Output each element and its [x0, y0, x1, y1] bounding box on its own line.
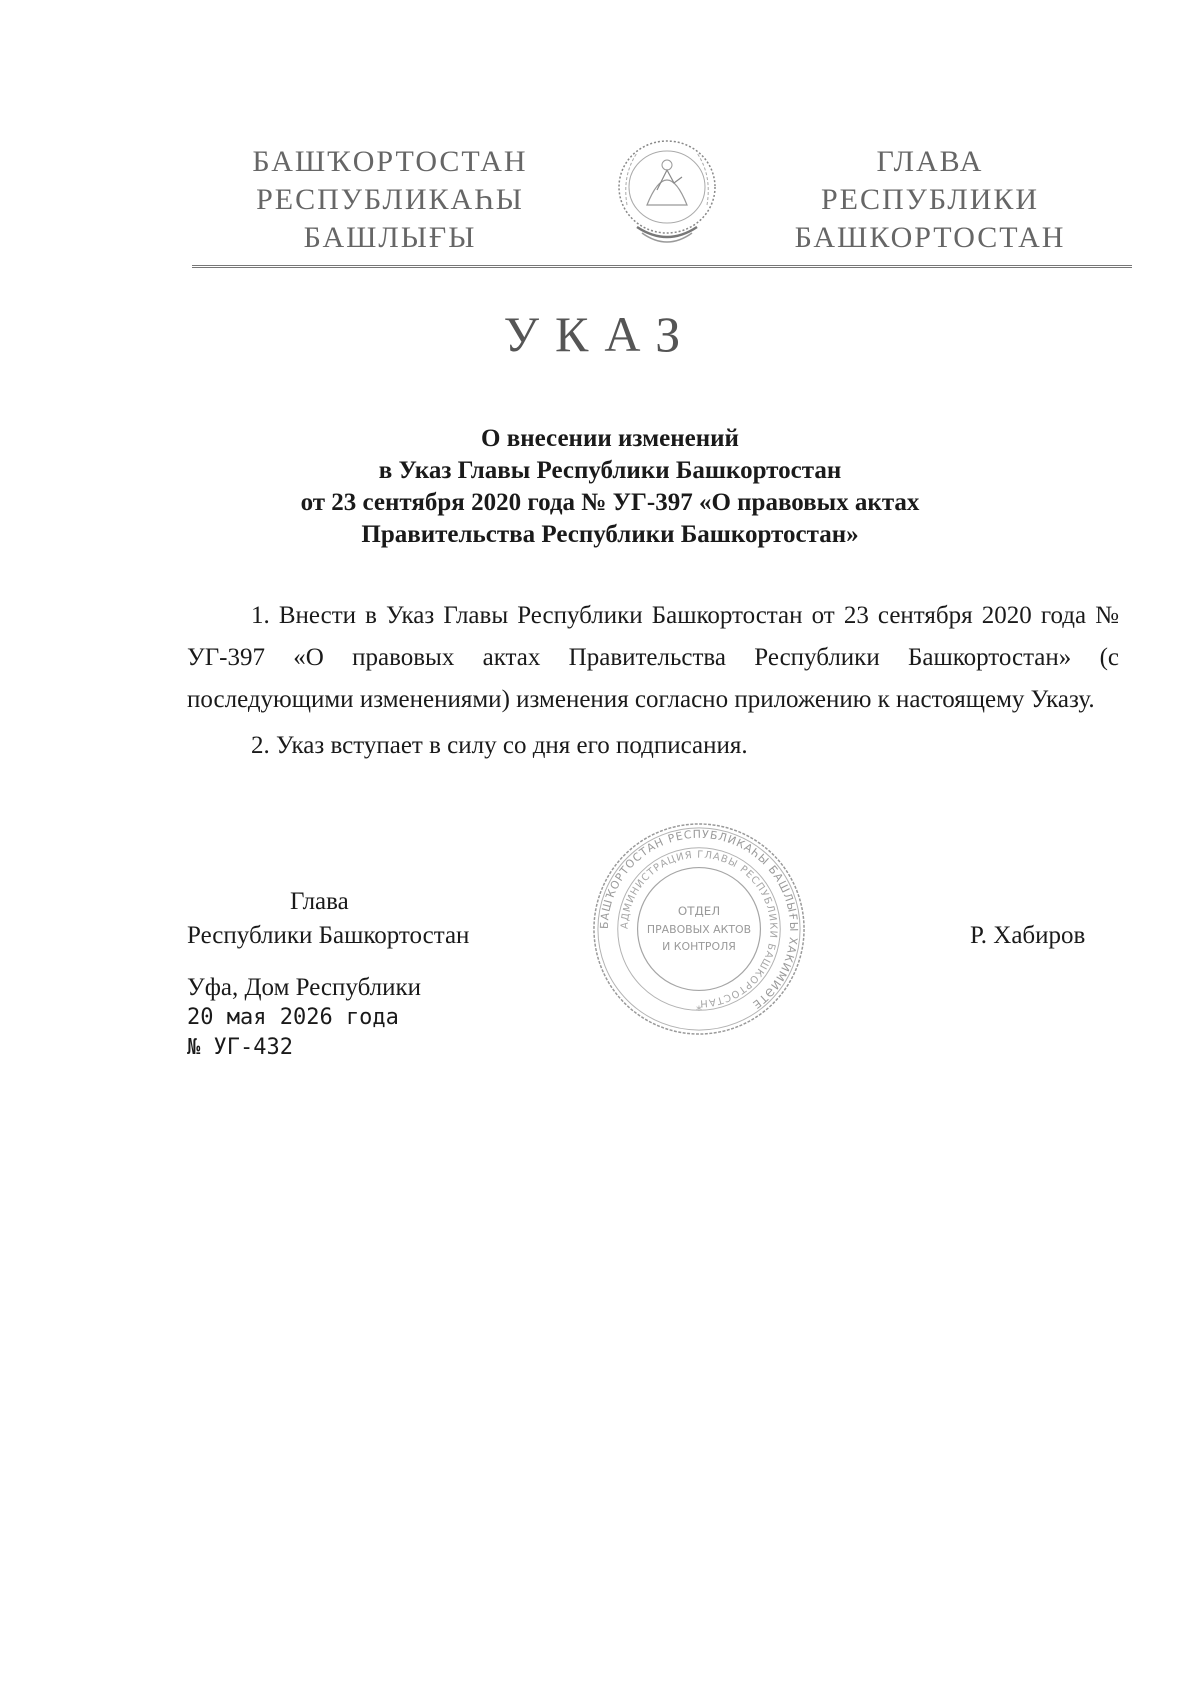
header-divider — [192, 265, 1132, 268]
header-left-line: БАШЛЫҒЫ — [303, 221, 477, 254]
header-russian-title — [780, 143, 1080, 257]
issue-place: Уфа, Дом Республики — [187, 974, 422, 1001]
subject-line: Правительства Республики Башкортостан» — [361, 521, 859, 548]
decree-subject — [200, 423, 1020, 551]
body-paragraph: 1. Внести в Указ Главы Республики Башкортостан от 23 сентября 2020 года № УГ-397 «О правовых актах Правительства Республики Башкортостан» (с последующими изменениями) изменения согласно приложению к настоящему Указу. — [187, 602, 1119, 713]
subject-line: в Указ Главы Республики Башкортостан — [378, 457, 842, 484]
stamp-inner-ring-text: АДМИНИСТРАЦИЯ ГЛАВЫ РЕСПУБЛИКИ БАШКОРТОСТАН — [619, 849, 779, 1009]
signatory-position-line: Республики Башкортостан — [187, 922, 470, 949]
signatory-position-line: Глава — [290, 888, 349, 915]
stamp-center-line: ПРАВОВЫХ АКТОВ — [646, 922, 752, 936]
header-right-line: РЕСПУБЛИКИ — [820, 183, 1040, 216]
issue-number: № УГ-432 — [187, 1035, 293, 1060]
subject-line: от 23 сентября 2020 года № УГ-397 «О правовых актах — [300, 489, 920, 516]
header-right-line: БАШКОРТОСТАН — [794, 221, 1066, 254]
signatory-name: Р. Хабиров — [970, 922, 1086, 949]
decree-body — [187, 595, 1119, 767]
header-left-line: БАШҠОРТОСТАН — [252, 145, 528, 178]
header-left-line: РЕСПУБЛИКАҺЫ — [256, 183, 524, 216]
svg-text:*: * — [696, 1003, 702, 1018]
stamp-outer-ring-text: БАШҠОРТОСТАН РЕСПУБЛИКАҺЫ БАШЛЫҒЫ ХАКИМИӘТЕ — [597, 827, 801, 1012]
header-right-line: ГЛАВА — [876, 145, 984, 178]
subject-line: О внесении изменений — [481, 425, 739, 452]
official-stamp — [590, 820, 808, 1038]
stamp-center-line: ОТДЕЛ — [677, 904, 721, 919]
header-bashkir-title — [240, 143, 540, 257]
issue-details — [187, 973, 421, 1063]
body-paragraph: 2. Указ вступает в силу со дня его подписания. — [251, 732, 748, 759]
coat-of-arms-icon — [612, 135, 722, 255]
stamp-center-line: И КОНТРОЛЯ — [662, 939, 736, 953]
signatory-position — [187, 885, 547, 953]
issue-date: 20 мая 2026 года — [187, 1005, 399, 1030]
document-type-title: УКАЗ — [503, 306, 697, 362]
